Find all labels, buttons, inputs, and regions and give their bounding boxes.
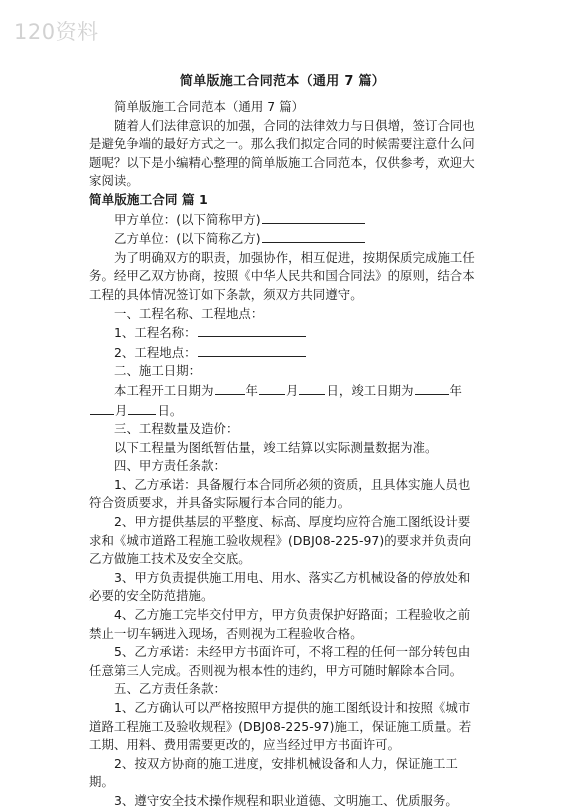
start-day-blank — [299, 381, 325, 395]
dates-end-label: 日，竣工日期为 — [326, 382, 414, 398]
month-label: 月 — [285, 382, 299, 398]
party-a-line — [89, 210, 481, 230]
party-b-label: 乙方单位：(以下简称乙方) — [114, 231, 261, 247]
intro-subtitle: 简单版施工合同范本（通用 7 篇） — [114, 99, 305, 114]
party-b-blank — [262, 229, 365, 243]
end-year-blank — [415, 381, 449, 395]
project-name-blank — [198, 323, 306, 337]
month-label-2: 月 — [115, 402, 128, 418]
project-name-line — [89, 323, 481, 343]
clause-5-1: 1、乙方确认可以严格按照甲方提供的施工图纸设计和按照《城市道路工程施工及验收规程》(DBJ08-225-97)施工，保证施工质量。若工期、用料、费用需要更改的，应当经过甲方书面许可。 — [89, 700, 472, 753]
clause-4-4: 4、乙方施工完毕交付甲方，甲方负责保护好路面；工程验收之前禁止一切车辆进入现场，否则视为工程验收合格。 — [89, 607, 471, 641]
end-day-blank — [128, 401, 156, 415]
party-b-line — [89, 229, 481, 249]
year-label-2: 年 — [449, 382, 462, 398]
project-location-line — [89, 343, 481, 363]
section-2-title: 二、施工日期： — [114, 363, 202, 379]
dates-start-label: 本工程开工日期为 — [114, 382, 214, 398]
clause-4-1: 1、乙方承诺：具备履行本合同所必须的资质，且具体实施人员也符合资质要求，并具备实际履行本合同的能力。 — [89, 476, 471, 511]
section-1-title: 一、工程名称、工程地点： — [114, 305, 264, 321]
document-body — [89, 98, 481, 811]
start-month-blank — [259, 381, 285, 395]
project-location-label: 2、工程地点： — [114, 344, 197, 360]
day-label-end: 日。 — [157, 402, 183, 418]
clause-4-5: 5、乙方承诺：未经甲方书面许可，不将工程的任何一部分转包由任意第三人完成。否则视为根本性的违约，甲方可随时解除本合同。 — [89, 644, 471, 678]
project-location-blank — [198, 343, 306, 357]
dates-paragraph — [89, 381, 481, 420]
article-heading: 简单版施工合同 篇 1 — [89, 191, 208, 207]
watermark: 120资料 — [14, 20, 99, 44]
clause-5-3: 3、遵守安全技术操作规程和职业道德、文明施工、优质服务。 — [114, 792, 458, 808]
party-a-blank — [262, 210, 365, 224]
clause-4-3: 3、甲方负责提供施工用电、用水、落实乙方机械设备的停放处和必要的安全防范措施。 — [89, 569, 471, 604]
section-3-body: 以下工程量为图纸暂估量，竣工结算以实际测量数据为准。 — [114, 439, 438, 455]
party-a-label: 甲方单位：(以下简称甲方) — [114, 211, 261, 227]
clause-5-2: 2、按双方协商的施工进度，安排机械设备和人力，保证施工工期。 — [89, 755, 458, 790]
end-month-blank — [90, 401, 114, 415]
year-label: 年 — [245, 382, 258, 398]
project-name-label: 1、工程名称： — [114, 325, 197, 341]
section-5-title: 五、乙方责任条款： — [114, 681, 226, 697]
intro-paragraph: 随着人们法律意识的加强，合同的法律效力与日俱增，签订合同也是避免争端的最好方式之一。那么我们拟定合同的时候需要注意什么问题呢？以下是小编精心整理的简单版施工合同范本，仅供参考，欢迎大家阅读。 — [89, 117, 475, 189]
section-3-title: 三、工程数量及造价： — [114, 421, 239, 437]
section-4-title: 四、甲方责任条款： — [114, 458, 226, 474]
purpose-paragraph: 为了明确双方的职责，加强协作，相互促进，按期保质完成施工任务。经甲乙双方协商，按照《中华人民共和国合同法》的原则，结合本工程的具体情况签订如下条款，须双方共同遵守。 — [89, 249, 475, 302]
clause-4-2: 2、甲方提供基层的平整度、标高、厚度均应符合施工图纸设计要求和《城市道路工程施工验收规程》(DBJ08-225-97)的要求并负责向乙方做施工技术及安全交底。 — [89, 514, 472, 567]
page-title: 简单版施工合同范本（通用 7 篇） — [179, 74, 386, 89]
start-year-blank — [215, 381, 245, 395]
